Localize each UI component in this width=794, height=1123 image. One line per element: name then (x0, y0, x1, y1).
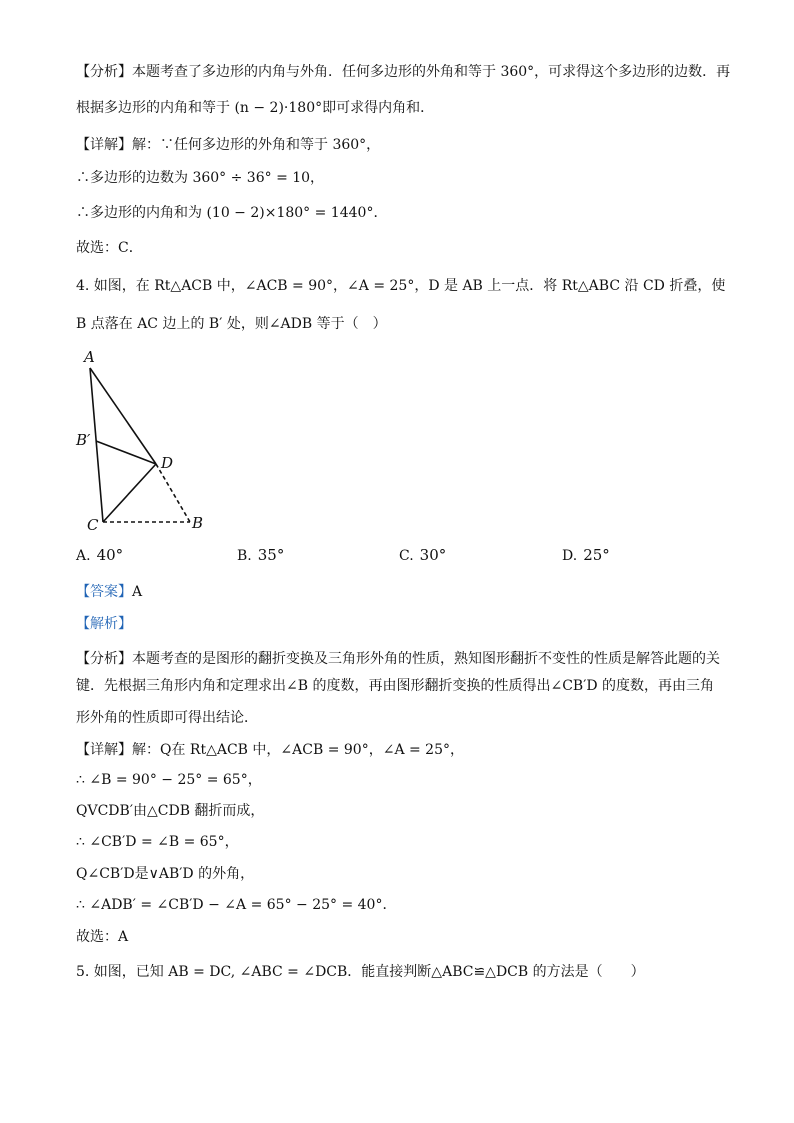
option-value: 40° (96, 546, 124, 564)
q4-options (76, 546, 736, 568)
q4-option-d (562, 546, 610, 564)
label-b: B (192, 514, 204, 532)
q4-detail-line-6: ∴ ∠ADB′ = ∠CB′D − ∠A = 65° − 25° = 40°． (76, 897, 397, 913)
q3-detail-line-3: ∴多边形的内角和为 (10 − 2)×180° = 1440°． (76, 205, 388, 221)
segment-c-d (103, 464, 156, 522)
q4-analysis-line-3: 形外角的性质即可得出结论． (76, 710, 258, 726)
q3-detail-line-2: ∴多边形的边数为 360° ÷ 36° = 10， (76, 170, 325, 186)
q4-stem-line-1: 4. 如图，在 Rt△ACB 中，∠ACB = 90°，∠A = 25°，D 是 AB 上一点．将 Rt△ABC 沿 CD 折叠，使 (76, 278, 726, 294)
q3-choice: 故选：C． (76, 240, 143, 256)
q4-stem-line-2: B 点落在 AC 边上的 B′ 处，则∠ADB 等于（ ） (76, 316, 387, 332)
q4-option-b (237, 546, 284, 564)
option-value: 30° (419, 546, 447, 564)
q3-analysis-line-2: 根据多边形的内角和等于 (n − 2)·180°即可求得内角和． (76, 100, 435, 116)
answer-value: A (132, 584, 143, 600)
q4-geometry-figure (70, 344, 220, 534)
label-a: A (84, 348, 95, 366)
option-letter: B. (237, 548, 252, 564)
q5-stem-line-1: 5. 如图，已知 AB = DC, ∠ABC = ∠DCB．能直接判断△ABC≌△DCB 的方法是（ ） (76, 964, 645, 980)
q4-detail-line-5: Q∠CB′D是∨AB′D 的外角， (76, 866, 255, 882)
segment-a-c (90, 368, 103, 522)
option-value: 35° (257, 546, 285, 564)
answer-tag: 【答案】 (76, 584, 132, 600)
q3-analysis-line-1: 【分析】本题考查了多边形的内角与外角．任何多边形的外角和等于 360°，可求得这个多边形的边数．再 (76, 64, 731, 80)
q4-detail-line-3: QVCDB′由△CDB 翻折而成， (76, 803, 265, 819)
segment-a-d (90, 368, 156, 464)
label-d: D (161, 454, 174, 472)
option-letter: A. (76, 548, 91, 564)
segment-d-b-dashed (156, 464, 190, 522)
label-b-prime: B′ (76, 431, 91, 449)
q4-analysis-line-2: 键．先根据三角形内角和定理求出∠B 的度数，再由图形翻折变换的性质得出∠CB′D 的度数，再由三角 (76, 678, 715, 694)
option-letter: C. (399, 548, 414, 564)
option-value: 25° (583, 546, 610, 564)
q4-choice: 故选：A (76, 929, 129, 945)
q4-detail-line-2: ∴ ∠B = 90° − 25° = 65°， (76, 772, 262, 788)
option-letter: D. (562, 548, 578, 564)
segment-b-prime-d (96, 441, 156, 464)
q4-detail-line-4: ∴ ∠CB′D = ∠B = 65°， (76, 834, 239, 850)
q4-detail-line-1: 【详解】解：Q在 Rt△ACB 中，∠ACB = 90°，∠A = 25°， (76, 742, 464, 758)
q4-analysis-line-1: 【分析】本题考查的是图形的翻折变换及三角形外角的性质，熟知图形翻折不变性的性质是解答此题的关 (76, 651, 720, 667)
q4-analysis-tag: 【解析】 (76, 616, 132, 632)
q4-option-a (76, 546, 123, 564)
q4-answer (76, 582, 142, 602)
label-c: C (87, 516, 99, 534)
q3-detail-line-1: 【详解】解：∵任何多边形的外角和等于 360°， (76, 137, 381, 153)
q4-option-c (399, 546, 446, 564)
